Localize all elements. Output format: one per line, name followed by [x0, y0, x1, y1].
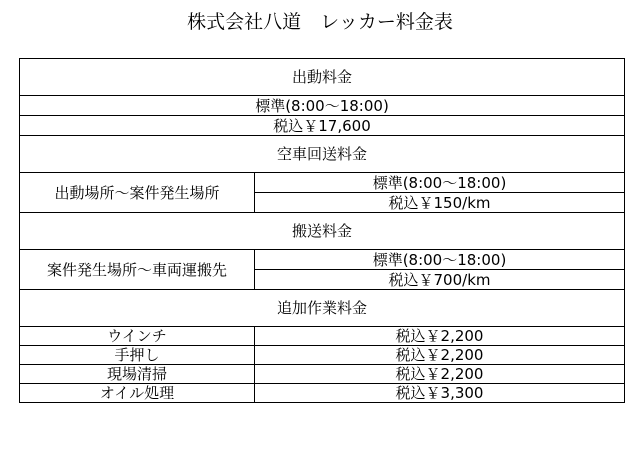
empty-vehicle-hours-row	[20, 173, 625, 193]
extra-item-price: 税込￥2,200	[255, 365, 625, 384]
extra-item-price: 税込￥3,300	[255, 384, 625, 403]
empty-vehicle-hours: 標準(8:00～18:00)	[255, 173, 625, 193]
transport-route: 案件発生場所～車両運搬先	[20, 250, 255, 290]
extra-item-price: 税込￥2,200	[255, 327, 625, 346]
dispatch-hours: 標準(8:00～18:00)	[20, 96, 625, 116]
transport-header: 搬送料金	[20, 213, 625, 250]
dispatch-hours-row	[20, 96, 625, 116]
transport-price: 税込￥700/km	[255, 270, 625, 290]
extra-item-price: 税込￥2,200	[255, 346, 625, 365]
fee-table	[19, 58, 625, 403]
section-header-row	[20, 59, 625, 96]
dispatch-price-row	[20, 116, 625, 136]
extra-header: 追加作業料金	[20, 290, 625, 327]
empty-vehicle-price: 税込￥150/km	[255, 193, 625, 213]
page-title: 株式会社八道 レッカー料金表	[187, 11, 453, 33]
dispatch-price: 税込￥17,600	[20, 116, 625, 136]
transport-hours: 標準(8:00～18:00)	[255, 250, 625, 270]
extra-item-name: オイル処理	[20, 384, 255, 403]
extra-item-name: ウインチ	[20, 327, 255, 346]
section-header-row	[20, 136, 625, 173]
empty-vehicle-route: 出動場所～案件発生場所	[20, 173, 255, 213]
dispatch-header: 出動料金	[20, 59, 625, 96]
section-header-row	[20, 213, 625, 250]
extra-item-row	[20, 327, 625, 346]
section-header-row	[20, 290, 625, 327]
transport-hours-row	[20, 250, 625, 270]
empty-vehicle-header: 空車回送料金	[20, 136, 625, 173]
extra-item-row	[20, 346, 625, 365]
extra-item-row	[20, 384, 625, 403]
extra-item-name: 現場清掃	[20, 365, 255, 384]
extra-item-row	[20, 365, 625, 384]
extra-item-name: 手押し	[20, 346, 255, 365]
